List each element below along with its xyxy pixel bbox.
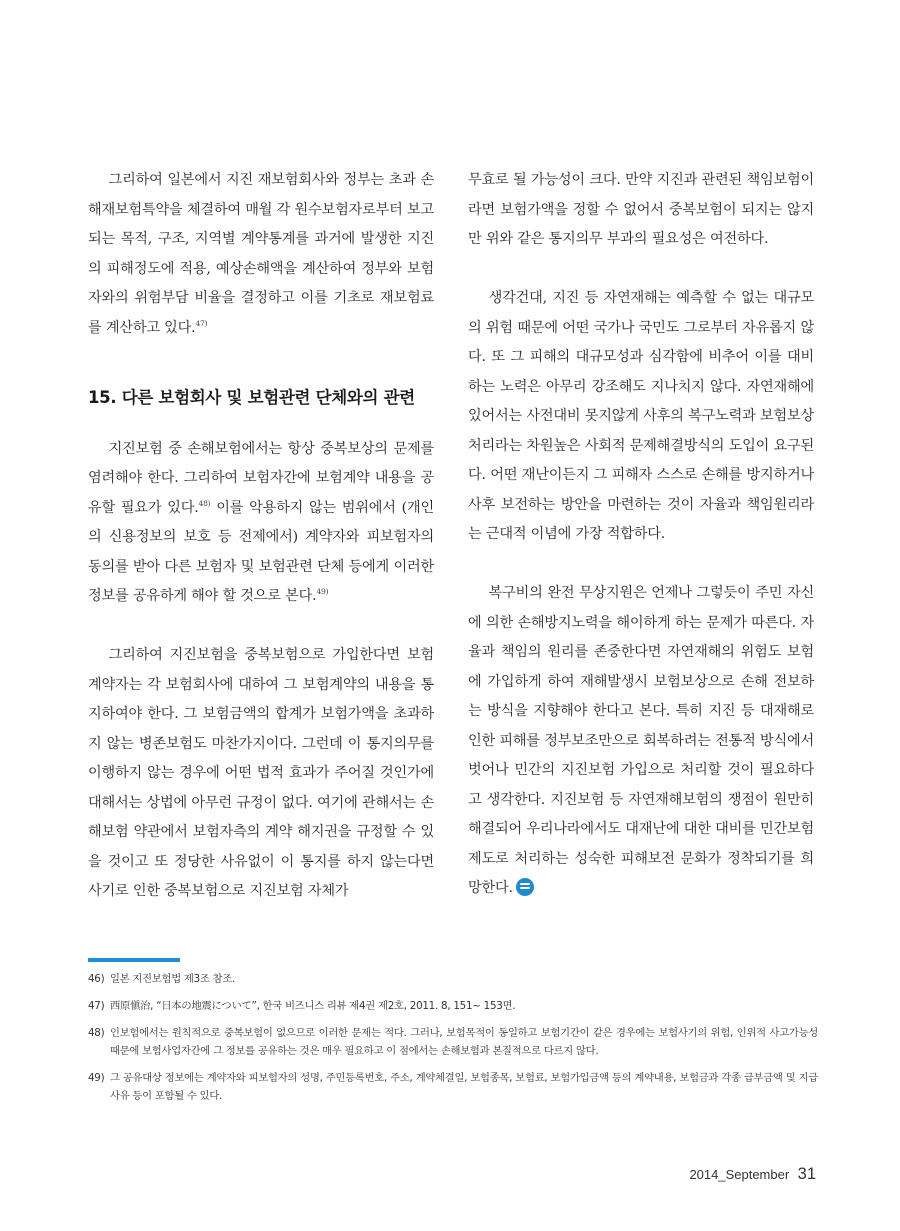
body-paragraph	[88, 435, 434, 612]
body-paragraph	[468, 579, 814, 904]
end-mark-icon	[516, 878, 534, 896]
footnote-ref[interactable]: 47)	[195, 318, 208, 328]
body-paragraph: 그리하여 지진보험을 중복보험으로 가입한다면 보험계약자는 각 보험회사에 대하여 그 보험계약의 내용을 통지하여야 한다. 그 보험금액의 합계가 보험가액을 초과하지 않는 병존보험도 마찬가지이다. 그런데 이 통지의무를 이행하지 않는 경우에 어떤 법적 효과가 주어질 것인가에 대해서는 상법에 아무런 규정이 없다. 여기에 관해서는 손해보험 약관에서 보험자측의 계약 해지권을 규정할 수 있을 것이고 또 정당한 사유없이 이 통지를 하지 않는다면 사기로 인한 중복보험으로 지진보험 자체가	[88, 647, 434, 899]
body-paragraph	[88, 166, 434, 343]
footnote-item	[88, 970, 818, 988]
footnote-text: 그 공유대상 정보에는 계약자와 피보험자의 성명, 주민등록번호, 주소, 계약체결일, 보험종목, 보험료, 보험가입금액 등의 계약내용, 보험금과 각종 급부금액 및 지급사유 등이 포함될 수 있다.	[110, 1072, 818, 1102]
paragraph-text: 지진보험 중 손해보험에서는 항상 중복보상의 문제를 염려해야 한다. 그리하여 보험자간에 보험계약 내용을 공유할 필요가 있다.	[88, 440, 434, 516]
footnote-item	[88, 1069, 818, 1105]
body-paragraph: 생각건대, 지진 등 자연재해는 예측할 수 없는 대규모의 위험 때문에 어떤 국가나 국민도 그로부터 자유롭지 않다. 또 그 피해의 대규모성과 심각함에 비추어 이를 대비하는 노력은 아무리 강조해도 지나치지 않다. 자연재해에 있어서는 사전대비 못지않게 사후의 복구노력과 보험보상처리라는 차원높은 사회적 문제해결방식의 도입이 요구된다. 어떤 재난이든지 그 피해자 스스로 손해를 방지하거나 사후 보전하는 방안을 마련하는 것이 자율과 책임원리라는 근대적 이념에 가장 적합하다.	[468, 290, 814, 542]
footnote-divider	[88, 958, 180, 962]
paragraph-gap	[88, 612, 434, 642]
page-footer	[689, 1165, 816, 1184]
left-column	[88, 166, 434, 907]
footnote-ref[interactable]: 49)	[316, 587, 329, 596]
footnote-item	[88, 997, 818, 1015]
footnote-ref[interactable]: 48)	[198, 498, 211, 508]
footnote-number: 47)	[88, 1000, 105, 1012]
footnote-text: 西原愼治, “日本の地震について”, 한국 비즈니스 리뷰 제4권 제2호, 2011. 8, 151~ 153면.	[110, 1000, 516, 1012]
page-number: 31	[797, 1165, 816, 1183]
right-column	[468, 166, 814, 904]
footnote-number: 48)	[88, 1027, 105, 1039]
paragraph-text: 그리하여 일본에서 지진 재보험회사와 정부는 초과 손해재보험특약을 체결하여 매월 각 원수보험자로부터 보고되는 목적, 구조, 지역별 계약통계를 과거에 발생한 지진의 피해정도에 적용, 예상손해액을 계산하여 정부와 보험자와의 위험부담 비율을 결정하고 이를 기초로 재보험료를 계산하고 있다.	[88, 172, 434, 336]
paragraph-gap	[468, 550, 814, 580]
section-heading: 15. 다른 보험회사 및 보험관련 단체와의 관련	[88, 387, 415, 407]
paragraph-gap	[468, 255, 814, 285]
paragraph-gap	[88, 343, 434, 373]
footnote-text: 일본 지진보험법 제3조 참조.	[110, 973, 236, 985]
issue-label: 2014_September	[689, 1167, 790, 1182]
footnote-number: 46)	[88, 973, 105, 985]
body-paragraph: 무효로 될 가능성이 크다. 만약 지진과 관련된 책임보험이라면 보험가액을 정할 수 없어서 중복보험이 되지는 않지만 위와 같은 통지의무 부과의 필요성은 여전하다.	[468, 172, 814, 247]
footnote-item	[88, 1024, 818, 1060]
footnote-number: 49)	[88, 1072, 105, 1084]
paragraph-text: 복구비의 완전 무상지원은 언제나 그렇듯이 주민 자신에 의한 손해방지노력을 해이하게 하는 문제가 따른다. 자율과 책임의 원리를 존중한다면 자연재해의 위험도 보험에 가입하게 하여 재해발생시 보험보상으로 손해 전보하는 방식을 지향해야 한다고 본다. 특히 지진 등 대재해로 인한 피해를 정부보조만으로 회복하려는 전통적 방식에서 벗어나 민간의 지진보험 가입으로 처리할 것이 필요하다고 생각한다. 지진보험 등 자연재해보험의 쟁점이 원만히 해결되어 우리나라에서도 대재난에 대한 대비를 민간보험제도로 처리하는 성숙한 피해보전 문화가 정착되기를 희망한다.	[468, 585, 814, 896]
footnote-text: 인보험에서는 원칙적으로 중복보험이 없으므로 이러한 문제는 적다. 그러나, 보험목적이 동일하고 보험기간이 같은 경우에는 보험사기의 위험, 인위적 사고가능성 때문에 보험사업자간에 그 정보를 공유하는 것은 매우 필요하고 이 점에서는 손해보험과 본질적으로 다르지 않다.	[110, 1027, 818, 1057]
footnotes	[88, 970, 818, 1114]
paragraph-text: 이를 악용하지 않는 범위에서 (개인의 신용정보의 보호 등 전제에서) 계약자와 피보험자의 동의를 받아 다른 보험자 및 보험관련 단체 등에게 이러한 정보를 공유하게 해야 할 것으로 본다.	[88, 499, 434, 604]
